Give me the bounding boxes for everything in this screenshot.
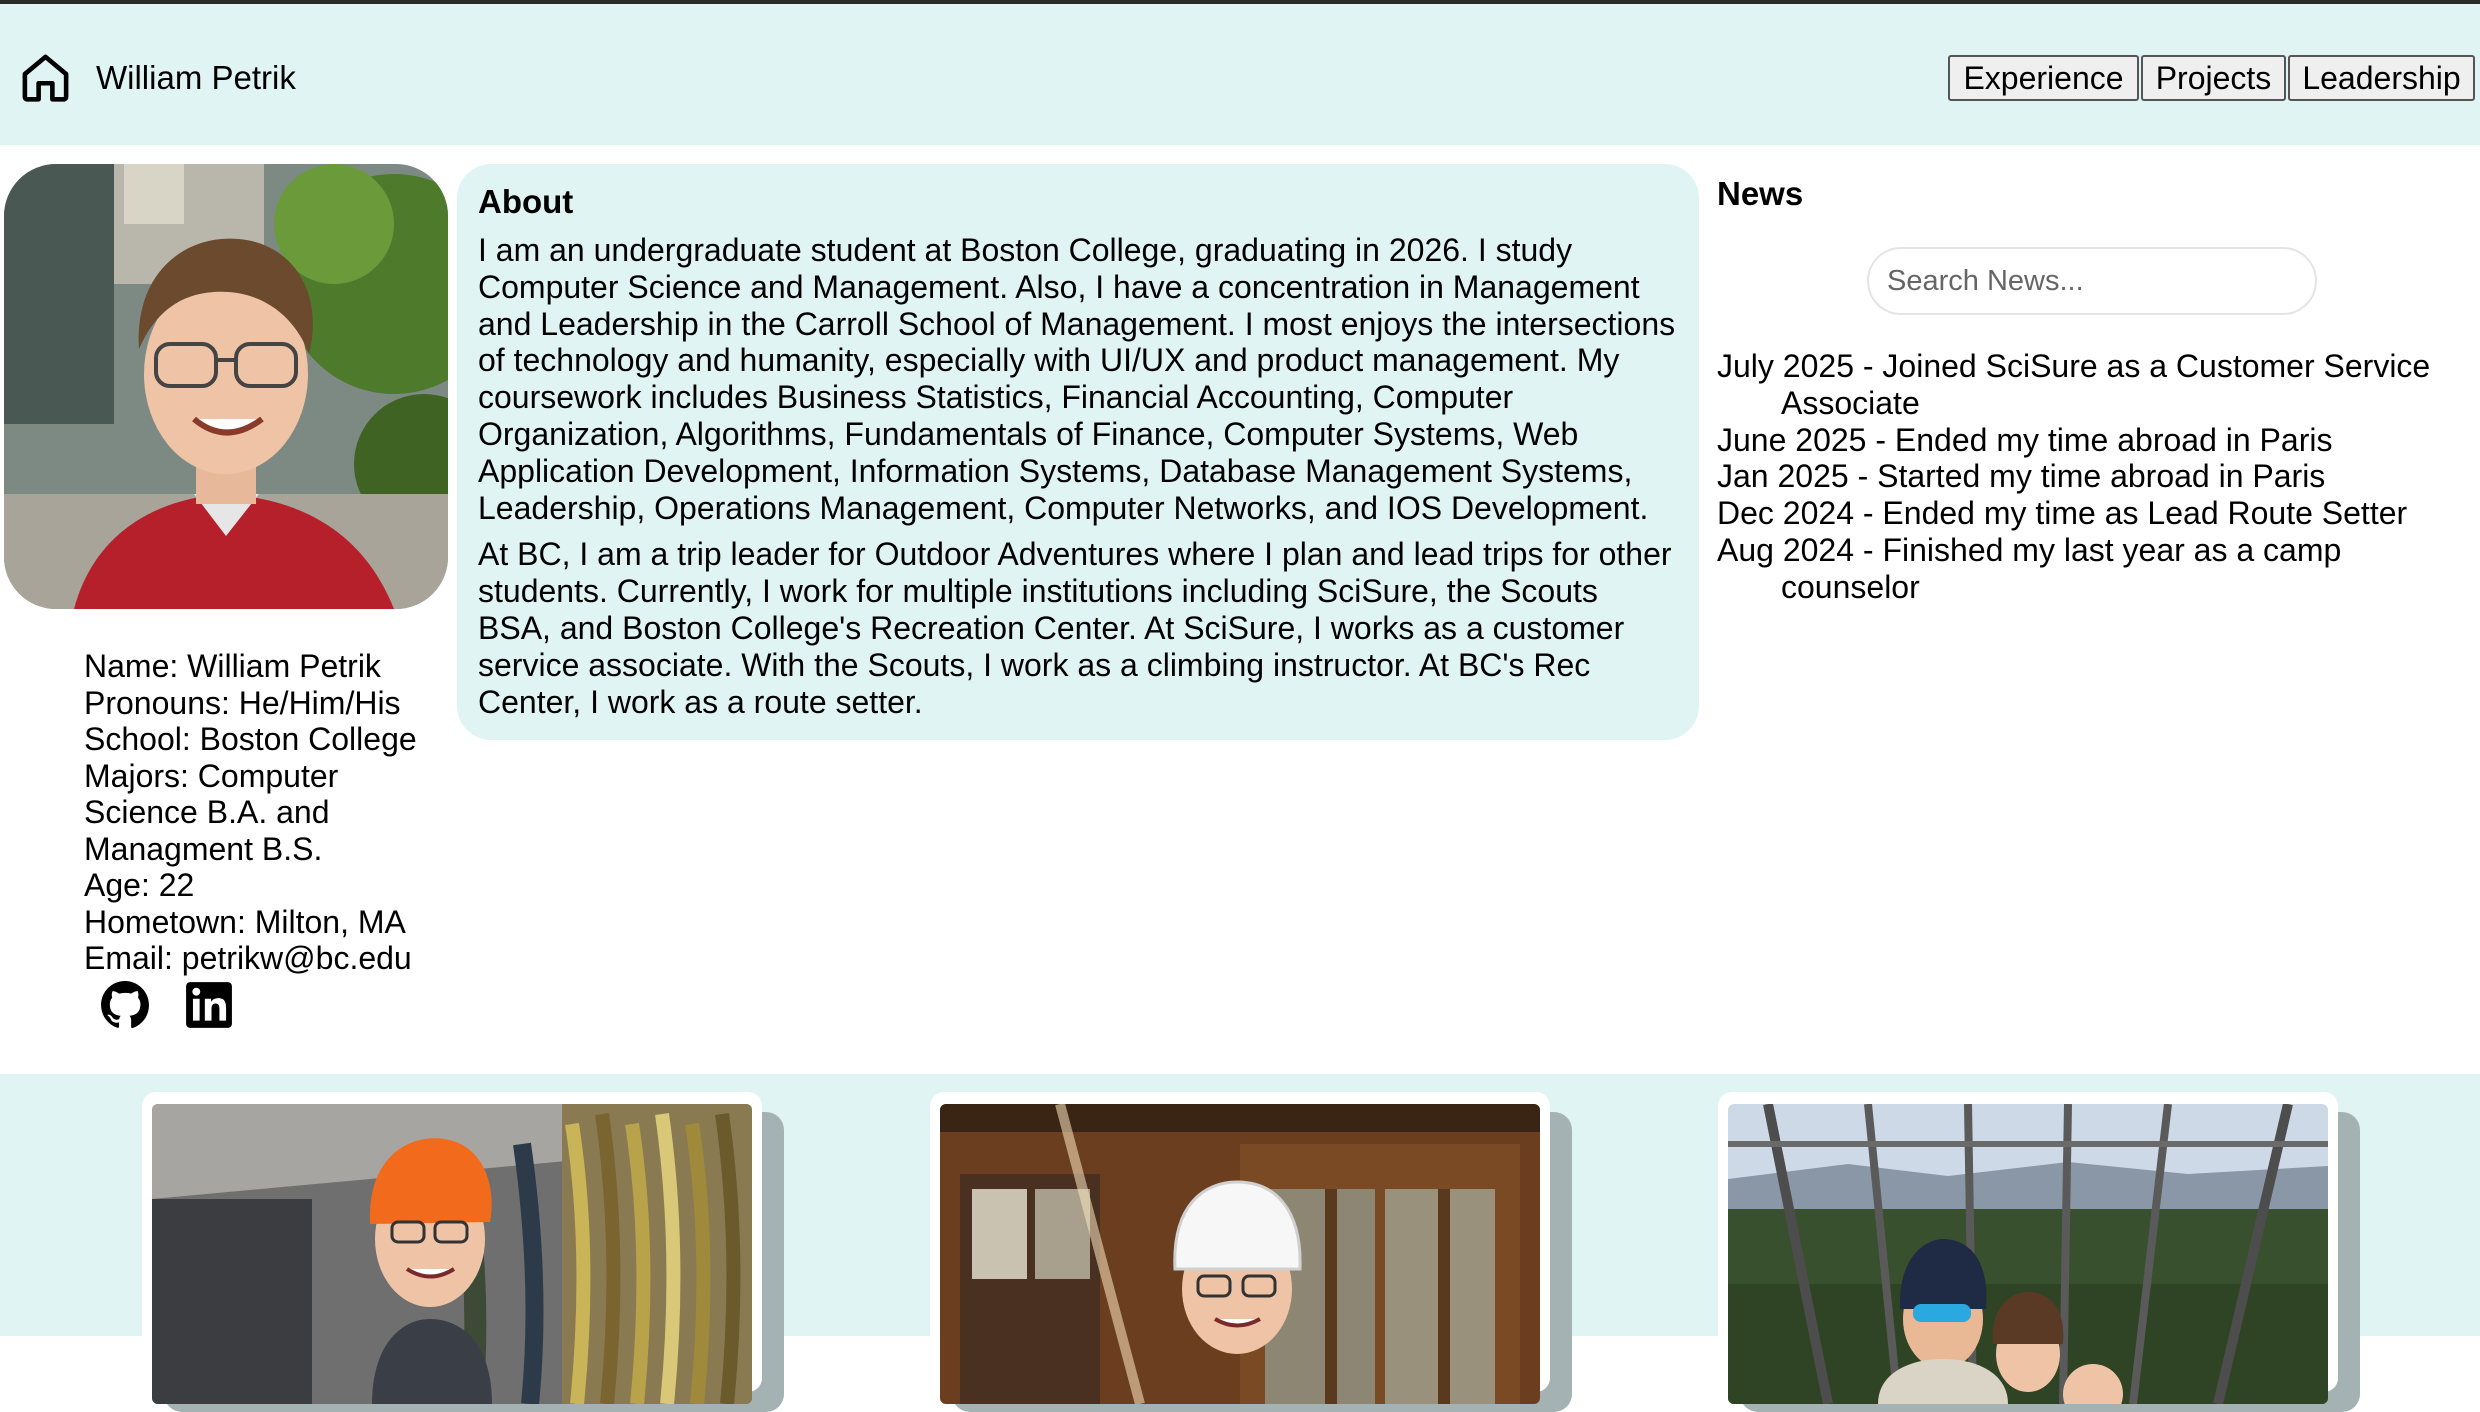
- profile-name: Name: William Petrik: [84, 648, 381, 684]
- profile-majors: Majors: Computer Science B.A. and Managment B.S.: [84, 757, 339, 867]
- news-item: July 2025 - Joined SciSure as a Customer Service Associate: [1717, 348, 2431, 421]
- nav-experience-button[interactable]: Experience: [1948, 55, 2139, 101]
- tower-photo: [1728, 1104, 2328, 1404]
- hardhat-photo: [940, 1104, 1540, 1404]
- profile-hometown: Hometown: Milton, MA: [84, 903, 406, 940]
- gallery-card-tower[interactable]: [1718, 1092, 2338, 1392]
- nav-leadership-button[interactable]: Leadership: [2288, 55, 2475, 101]
- profile-school: School: Boston College: [84, 721, 417, 757]
- news-list: [1717, 348, 2477, 606]
- linkedin-icon[interactable]: [184, 980, 234, 1030]
- climbing-photo: [152, 1104, 752, 1404]
- about-paragraph-1: I am an undergraduate student at Boston College, graduating in 2026. I study Computer Science and Management. Also, I have a concentration in Management and Leadership in the Carroll School of Management. I most enjoys the intersections of technology and humanity, especially with UI/UX and product management. My coursework includes Business Statistics, Financial Accounting, Computer Organization, Algorithms, Fundamentals of Finance, Computer Systems, Web Application Development, Information Systems, Database Management Systems, Leadership, Operations Management, Computer Networks, and IOS Development.: [478, 232, 1676, 526]
- profile-pronouns: Pronouns: He/Him/His: [84, 684, 401, 721]
- news-item: Jan 2025 - Started my time abroad in Paris: [1717, 458, 2326, 495]
- profile-age: Age: 22: [84, 867, 195, 903]
- about-section: [457, 164, 1699, 740]
- nav-projects-button[interactable]: Projects: [2141, 55, 2286, 101]
- home-icon[interactable]: [18, 50, 73, 105]
- about-heading: About: [478, 183, 574, 220]
- gallery-card-climbing[interactable]: [142, 1092, 762, 1392]
- profile-photo: [4, 164, 448, 609]
- site-title[interactable]: William Petrik: [96, 59, 296, 96]
- site-header: [0, 4, 2480, 145]
- news-item: Dec 2024 - Ended my time as Lead Route Setter: [1717, 495, 2408, 532]
- profile-email: Email: petrikw@bc.edu: [84, 940, 412, 976]
- news-search-input[interactable]: [1867, 247, 2317, 315]
- about-paragraph-2: At BC, I am a trip leader for Outdoor Adventures where I plan and lead trips for other students. Currently, I work for multiple institutions including SciSure, the Scouts BSA, and Boston College's Recreation Center. At SciSure, I works as a customer service associate. With the Scouts, I work as a climbing instructor. At BC's Rec Center, I work as a route setter.: [478, 536, 1672, 720]
- news-heading: News: [1717, 175, 1804, 212]
- gallery-card-hardhat[interactable]: [930, 1092, 1550, 1392]
- news-section: [1717, 168, 2477, 605]
- profile-details: [84, 648, 444, 977]
- photo-gallery: [0, 1074, 2480, 1336]
- news-item: June 2025 - Ended my time abroad in Paris: [1717, 421, 2333, 458]
- news-item: Aug 2024 - Finished my last year as a camp counselor: [1717, 531, 2342, 605]
- github-icon[interactable]: [100, 980, 150, 1030]
